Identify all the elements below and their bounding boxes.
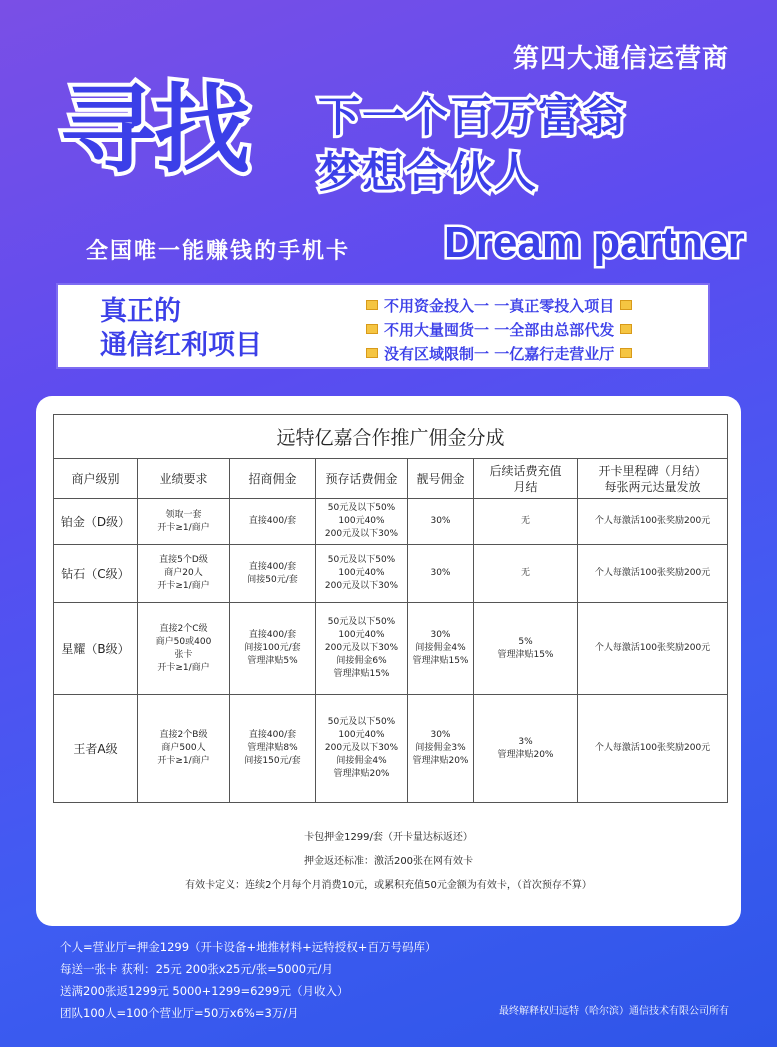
table-notes bbox=[36, 826, 741, 898]
envelope-icon bbox=[366, 348, 378, 358]
commission-table bbox=[53, 414, 728, 803]
envelope-icon bbox=[620, 348, 632, 358]
requirement-cell: 直接2个B级 商户500人 开卡≥1/商户 bbox=[138, 695, 230, 803]
commission-card bbox=[36, 396, 741, 926]
feature-list bbox=[366, 293, 632, 365]
note-line: 有效卡定义：连续2个月每个月消费10元，或累积充值50元金额为有效卡，（首次预存不算） bbox=[185, 880, 592, 891]
milestone-cell: 个人每激活100张奖励200元 bbox=[578, 603, 728, 695]
header-cell: 预存话费佣金 bbox=[316, 459, 408, 499]
level-cell: 铂金（D级） bbox=[54, 499, 138, 545]
copyright-text: 最终解释权归远特（哈尔滨）通信技术有限公司所有 bbox=[499, 1006, 729, 1017]
dream-partner-text: Dream partner bbox=[444, 218, 745, 267]
feature-item-text: 不用大量囤货一 一全部由总部代发 bbox=[384, 320, 615, 339]
title-line-1: 下一个百万富翁 bbox=[318, 92, 627, 141]
number-cell: 30% 间接佣金4% 管理津贴15% bbox=[408, 603, 474, 695]
feature-item bbox=[366, 341, 632, 365]
bottom-line: 每送一张卡 获利：25元 200张x25元/张=5000元/月 bbox=[60, 962, 333, 976]
table-row bbox=[54, 545, 728, 603]
requirement-cell: 直接5个D级 商户20人 开卡≥1/商户 bbox=[138, 545, 230, 603]
header-cell: 招商佣金 bbox=[230, 459, 316, 499]
bottom-info bbox=[60, 936, 436, 1024]
milestone-cell: 个人每激活100张奖励200元 bbox=[578, 499, 728, 545]
requirement-cell: 直接2个C级 商户50或400 张卡 开卡≥1/商户 bbox=[138, 603, 230, 695]
feature-heading bbox=[100, 295, 262, 363]
recharge-cell: 5% 管理津贴15% bbox=[474, 603, 578, 695]
feature-heading-line-2: 通信红利项目 bbox=[100, 330, 262, 361]
header-cell: 商户级别 bbox=[54, 459, 138, 499]
header-cell: 后续话费充值 月结 bbox=[474, 459, 578, 499]
header-cell: 业绩要求 bbox=[138, 459, 230, 499]
number-cell: 30% bbox=[408, 545, 474, 603]
envelope-icon bbox=[366, 300, 378, 310]
milestone-cell: 个人每激活100张奖励200元 bbox=[578, 545, 728, 603]
envelope-icon bbox=[366, 324, 378, 334]
table-caption: 远特亿嘉合作推广佣金分成 bbox=[54, 415, 728, 459]
envelope-icon bbox=[620, 324, 632, 334]
table-row bbox=[54, 603, 728, 695]
prestore-cell: 50元及以下50% 100元40% 200元及以下30% 间接佣金6% 管理津贴15% bbox=[316, 603, 408, 695]
level-cell: 王者A级 bbox=[54, 695, 138, 803]
table-header-row bbox=[54, 459, 728, 499]
big-title: 寻找 bbox=[60, 74, 248, 186]
recruit-cell: 直接400/套 管理津贴8% 间接150元/套 bbox=[230, 695, 316, 803]
note-line: 押金返还标准：激活200张在网有效卡 bbox=[303, 856, 474, 867]
feature-item-text: 没有区域限制一 一亿嘉行走营业厅 bbox=[384, 344, 615, 363]
recharge-cell: 无 bbox=[474, 545, 578, 603]
level-cell: 钻石（C级） bbox=[54, 545, 138, 603]
feature-item bbox=[366, 317, 632, 341]
milestone-cell: 个人每激活100张奖励200元 bbox=[578, 695, 728, 803]
recruit-cell: 直接400/套 间接100元/套 管理津贴5% bbox=[230, 603, 316, 695]
number-cell: 30% 间接佣金3% 管理津贴20% bbox=[408, 695, 474, 803]
note-line: 卡包押金1299/套（开卡量达标返还） bbox=[304, 832, 473, 843]
feature-heading-line-1: 真正的 bbox=[100, 296, 181, 327]
bottom-line: 团队100人=100个营业厅=50万x6%=3万/月 bbox=[60, 1006, 299, 1020]
bottom-line: 送满200张返1299元 5000+1299=6299元（月收入） bbox=[60, 984, 349, 998]
subtitle: 全国唯一能赚钱的手机卡 bbox=[86, 239, 351, 264]
header-cell: 靓号佣金 bbox=[408, 459, 474, 499]
prestore-cell: 50元及以下50% 100元40% 200元及以下30% 间接佣金4% 管理津贴20% bbox=[316, 695, 408, 803]
requirement-cell: 领取一套 开卡≥1/商户 bbox=[138, 499, 230, 545]
feature-item-text: 不用资金投入一 一真正零投入项目 bbox=[384, 296, 615, 315]
operator-tagline: 第四大通信运营商 bbox=[512, 44, 729, 74]
envelope-icon bbox=[620, 300, 632, 310]
table-row bbox=[54, 499, 728, 545]
title-line-2: 梦想合伙人 bbox=[318, 148, 539, 197]
header-cell: 开卡里程碑（月结） 每张两元达量发放 bbox=[578, 459, 728, 499]
feature-box bbox=[56, 283, 710, 369]
level-cell: 星耀（B级） bbox=[54, 603, 138, 695]
table-row bbox=[54, 695, 728, 803]
recharge-cell: 无 bbox=[474, 499, 578, 545]
number-cell: 30% bbox=[408, 499, 474, 545]
bottom-line: 个人=营业厅=押金1299（开卡设备+地推材料+远特授权+百万号码库） bbox=[60, 940, 437, 954]
prestore-cell: 50元及以下50% 100元40% 200元及以下30% bbox=[316, 499, 408, 545]
feature-item bbox=[366, 293, 632, 317]
recruit-cell: 直接400/套 bbox=[230, 499, 316, 545]
prestore-cell: 50元及以下50% 100元40% 200元及以下30% bbox=[316, 545, 408, 603]
recharge-cell: 3% 管理津贴20% bbox=[474, 695, 578, 803]
recruit-cell: 直接400/套 间接50元/套 bbox=[230, 545, 316, 603]
